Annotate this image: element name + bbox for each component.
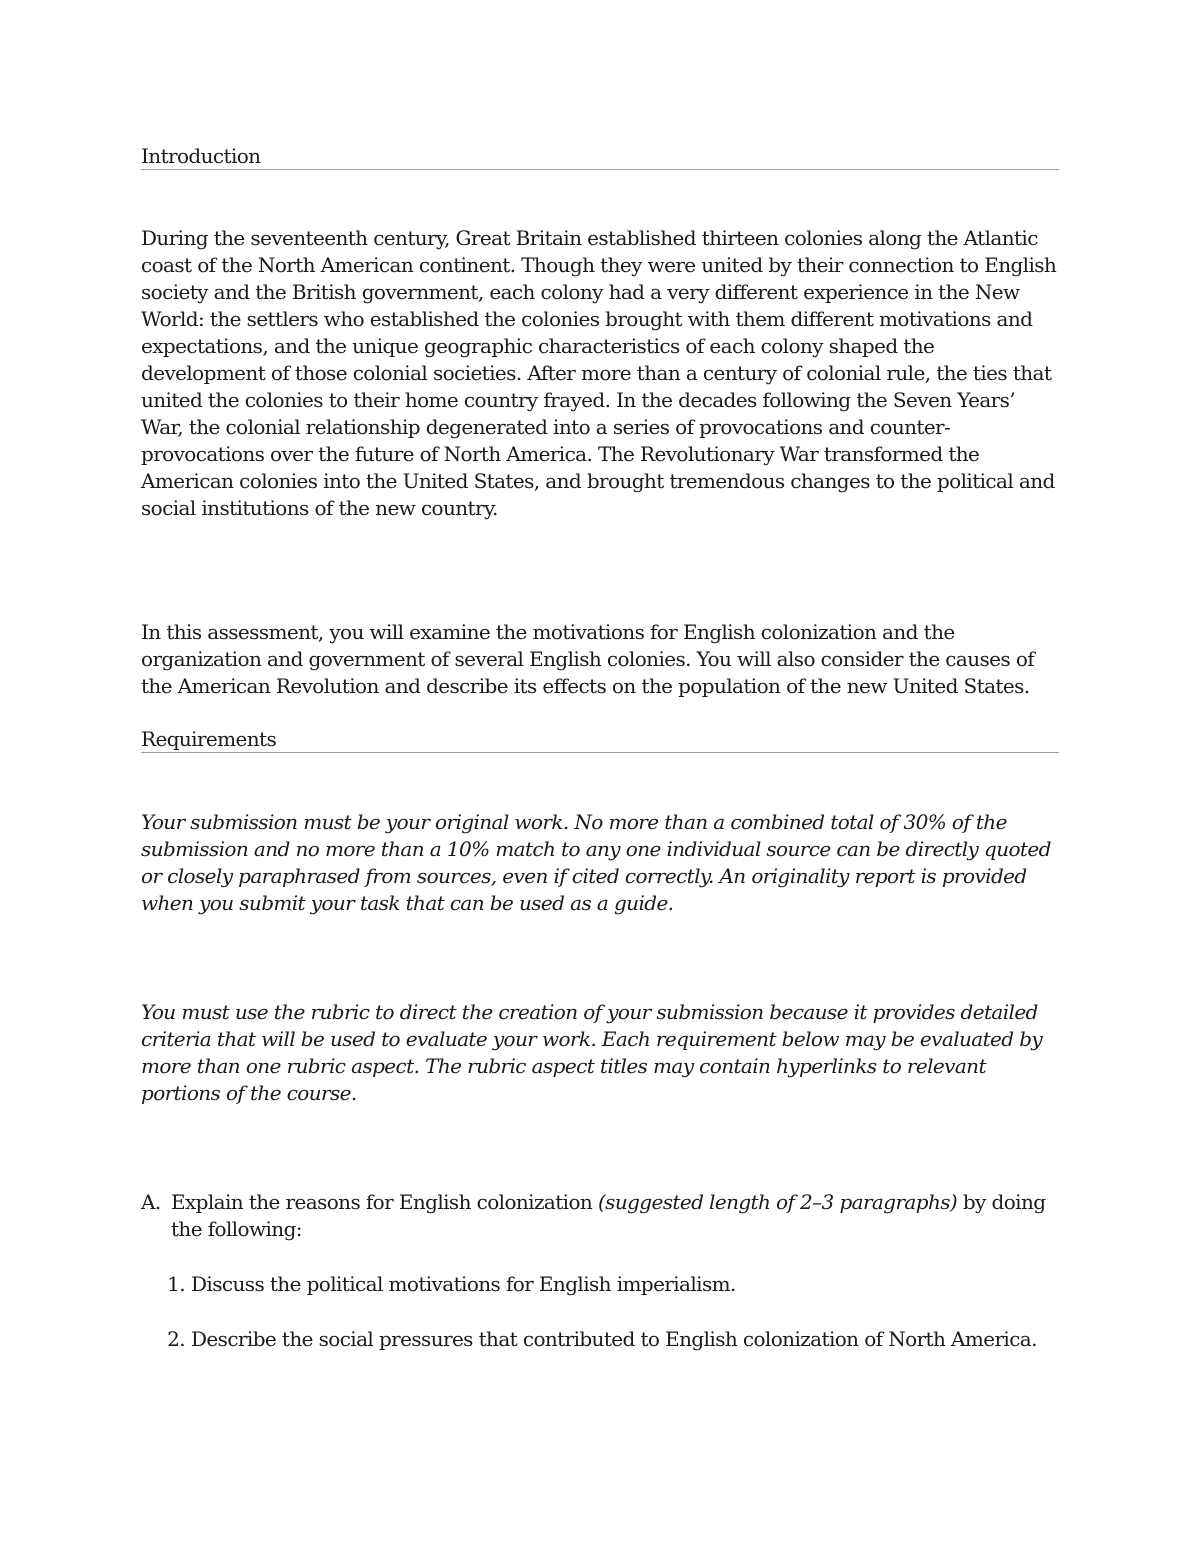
introduction-section (141, 143, 1059, 170)
originality-paragraph: Your submission must be your original work. No more than a combined total of 30% of the submission and no more than a 10% match to any one individual source can be directly quoted or closely paraphrased from sources, even if cited correctly. An originality report is provided when you submit your task that can be used as a guide. (141, 810, 1051, 915)
task-a-body (171, 1189, 1059, 1243)
requirements-heading: Requirements (141, 726, 1059, 753)
list-item-text: Describe the social pressures that contributed to English colonization of North America. (191, 1327, 1037, 1351)
task-a-suggested-length: (suggested length of 2–3 paragraphs) (597, 1190, 958, 1214)
list-item (141, 1271, 1059, 1298)
list-item-number: 1. (167, 1272, 185, 1296)
rubric-paragraph: You must use the rubric to direct the creation of your submission because it provides detailed criteria that will be used to evaluate your work. Each requirement below may be evaluated by more than one rubric aspect. The rubric aspect titles may contain hyperlinks to relevant portions of the course. (141, 1000, 1043, 1105)
introduction-heading: Introduction (141, 143, 1059, 170)
task-a-text-after: by doing the following: (171, 1190, 1046, 1241)
document-page (141, 143, 1059, 1353)
requirements-section (141, 726, 1059, 753)
task-a (141, 1189, 1059, 1243)
list-item-number: 2. (167, 1327, 185, 1351)
list-item (141, 1326, 1059, 1353)
introduction-paragraph: During the seventeenth century, Great Britain established thirteen colonies along the Atlantic coast of the North American continent. Though they were united by their connection to English society and the British government, each colony had a very different experience in the New World: the settlers who established the colonies brought with them different motivations and expectations, and the unique geographic characteristics of each colony shaped the development of those colonial societies. After more than a century of colonial rule, the ties that united the colonies to their home country frayed. In the decades following the Seven Years’ War, the colonial relationship degenerated into a series of provocations and counter-provocations over the future of North America. The Revolutionary War transformed the American colonies into the United States, and brought tremendous changes to the political and social institutions of the new country. (141, 226, 1057, 520)
assessment-paragraph: In this assessment, you will examine the motivations for English colonization and the organization and government of several English colonies. You will also consider the causes of the American Revolution and describe its effects on the population of the new United States. (141, 620, 1035, 698)
task-a-text-before: Explain the reasons for English colonization (171, 1190, 598, 1214)
task-a-sublist (141, 1271, 1059, 1353)
task-a-letter: A. (141, 1190, 161, 1214)
list-item-text: Discuss the political motivations for English imperialism. (191, 1272, 736, 1296)
task-a-instruction (171, 1189, 1049, 1243)
